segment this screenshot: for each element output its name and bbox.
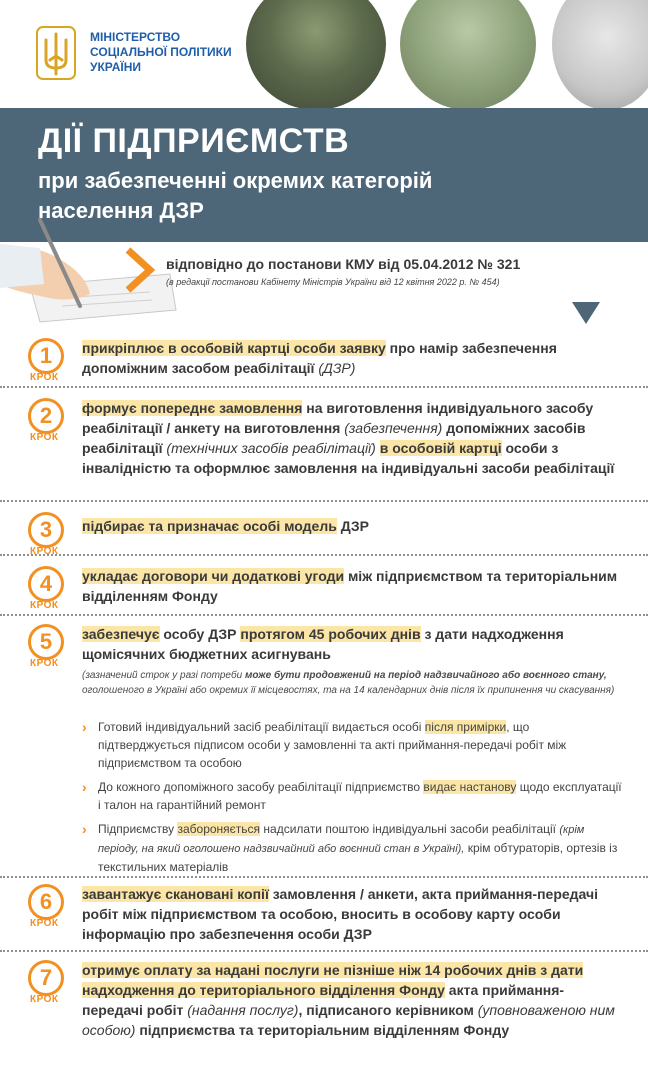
step-number: 3: [28, 512, 64, 548]
chevron-right-icon: ›: [82, 821, 87, 837]
divider: [0, 500, 648, 502]
step-italic: (надання послуг): [187, 1002, 299, 1018]
page-title: ДІЇ ПІДПРИЄМСТВ: [38, 122, 350, 160]
step-highlight: отримує оплату за надані послуги не пізніше ніж 14 робочих днів з дати надходження до територіального відділення Фонду: [82, 962, 584, 998]
step-text: [82, 884, 622, 944]
divider: [0, 876, 648, 878]
step-body-2: з дати надходження щомісячних бюджетних асигнувань: [82, 626, 564, 662]
trident-emblem-icon: [36, 26, 76, 80]
step-number: 1: [28, 338, 64, 374]
ministry-line-3: УКРАЇНИ: [90, 60, 142, 74]
step-highlight: завантажує скановані копії: [82, 886, 269, 902]
divider: [0, 554, 648, 556]
step-highlight-2: в особовій картці: [379, 440, 502, 456]
step-text: [82, 516, 622, 536]
step-highlight: формує попереднє замовлення: [82, 400, 303, 416]
step-text: [82, 398, 622, 478]
step-label: КРОК: [30, 918, 59, 929]
panel-notch: [572, 302, 600, 324]
step-text: [82, 566, 622, 606]
step-body: особу ДЗР: [159, 626, 241, 642]
step-label: КРОК: [30, 658, 59, 669]
divider: [0, 614, 648, 616]
step-highlight-2: протягом 45 робочих днів: [240, 626, 421, 642]
step-body: ДЗР: [336, 518, 369, 534]
note-part-1: (зазначений строк у разі потреби: [82, 670, 245, 681]
step-number: 4: [28, 566, 64, 602]
bullet-text: До кожного допоміжного засобу реабілітації підприємство: [98, 780, 424, 794]
bullet-italic: (крім періоду, на який оголошено надзвичайний або воєнний стан в Україні),: [98, 824, 585, 855]
bullet-text-2: щодо експлуатації і талон на гарантійний ремонт: [98, 780, 622, 812]
step-label: КРОК: [30, 994, 59, 1005]
step-body: на виготовлення індивідуального засобу реабілітації / анкету на виготовлення: [82, 400, 594, 436]
step-highlight: підбирає та призначає особі модель: [82, 518, 337, 534]
step-body-3: підприємства та територіальним відділенням Фонду: [135, 1022, 510, 1038]
step-body: замовлення / анкети, акта приймання-передачі робіт між підприємством та особою, вносить в особову карту особи інформацію про забезпечення особи ДЗР: [82, 886, 598, 942]
step-label: КРОК: [30, 432, 59, 443]
step-italic-2: (технічних засобів реабілітації): [166, 440, 376, 456]
step-text: [82, 624, 622, 664]
basis-resolution: відповідно до постанови КМУ від 05.04.2012 № 321: [166, 256, 521, 272]
ministry-name: [90, 30, 232, 75]
step-label: КРОК: [30, 372, 59, 383]
step-number: 6: [28, 884, 64, 920]
step-italic-2: (уповноваженою ним особою): [82, 1002, 615, 1038]
bullet-highlight: забороняється: [177, 822, 261, 836]
step-bullet: [82, 718, 622, 772]
step-body: між підприємством та територіальним відділенням Фонду: [82, 568, 618, 604]
divider: [0, 386, 648, 388]
bullet-text: Готовий індивідуальний засіб реабілітації видається особі: [98, 720, 425, 734]
step-text: [82, 960, 622, 1040]
step-number: 7: [28, 960, 64, 996]
chevron-right-icon: [122, 246, 158, 294]
step-body: акта приймання-передачі робіт: [82, 982, 565, 1018]
chevron-right-icon: ›: [82, 719, 87, 735]
step-body: про намір забезпечення допоміжним засобом реабілітації: [82, 340, 557, 376]
step-italic: (забезпечення): [344, 420, 443, 436]
subtitle-line-1: при забезпеченні окремих категорій: [38, 168, 433, 193]
step-label: КРОК: [30, 546, 59, 557]
divider: [0, 950, 648, 952]
bullet-text-2: надсилати поштою індивідуальні засоби реабілітації: [260, 822, 560, 836]
step-bullet: [82, 778, 622, 814]
bullet-text-3: крім обтураторів, ортезів із текстильних матеріалів: [98, 841, 618, 874]
step-highlight: прикріплює в особовій картці особи заявку: [82, 340, 386, 356]
step-body-3: особи з інвалідністю та оформлює замовлення на індивідуальні засоби реабілітації: [82, 440, 615, 476]
note-part-2: може бути продовжений на період надзвичайного або воєнного стану,: [244, 670, 607, 681]
basis-edition-note: (в редакції постанови Кабінету Міністрів України від 12 квітня 2022 р. № 454): [166, 277, 500, 287]
step-text: [82, 338, 622, 378]
chevron-right-icon: ›: [82, 779, 87, 795]
bullet-text-2: , що підтверджується підписом особи у замовленні та акті приймання-передачі робіт між підприємством та особою: [98, 720, 567, 770]
subtitle-line-2: населення ДЗР: [38, 198, 204, 223]
step-highlight: забезпечує: [82, 626, 160, 642]
step-note: [82, 668, 622, 698]
step-italic: (ДЗР): [318, 360, 356, 376]
ministry-line-2: СОЦІАЛЬНОЇ ПОЛІТИКИ: [90, 45, 232, 59]
step-body-2: , підписаного керівником: [298, 1002, 478, 1018]
note-part-3: оголошеного в Україні або окремих її місцевостях, та на 14 календарних днів після їх припинення чи скасування): [82, 685, 615, 696]
bullet-highlight: видає настанову: [423, 780, 517, 794]
step-body-2: допоміжних засобів реабілітації: [82, 420, 586, 456]
step-label: КРОК: [30, 600, 59, 611]
bullet-highlight: після примірки: [424, 720, 507, 734]
bullet-text: Підприємству: [98, 822, 178, 836]
step-number: 5: [28, 624, 64, 660]
step-highlight: укладає договори чи додаткові угоди: [82, 568, 345, 584]
step-number: 2: [28, 398, 64, 434]
ministry-line-1: МІНІСТЕРСТВО: [90, 30, 181, 44]
step-bullet: [82, 820, 622, 876]
